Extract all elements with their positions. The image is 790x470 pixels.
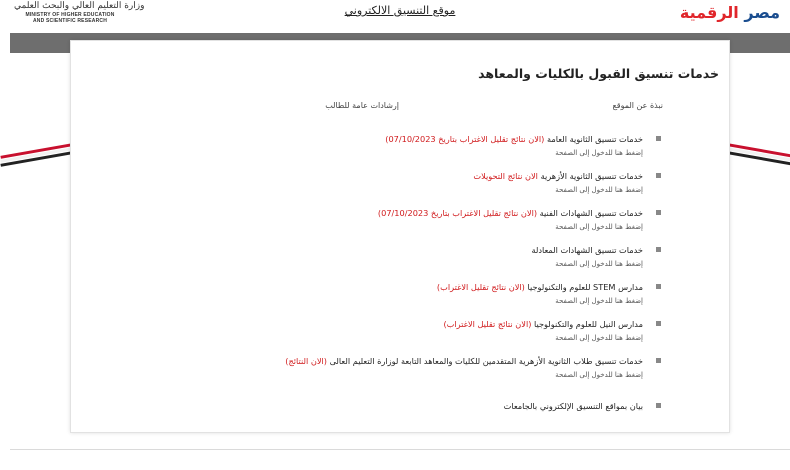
service-title[interactable]: مدارس النيل للعلوم والتكنولوجيا	[534, 319, 643, 329]
bullet-icon	[656, 321, 661, 326]
flag-decoration-left	[10, 140, 70, 170]
service-status-note: الان نتائج التحويلات	[473, 171, 538, 181]
about-site-link[interactable]: نبذة عن الموقع	[612, 101, 663, 110]
site-title-block	[310, 0, 490, 26]
flag-decoration-right	[730, 140, 790, 170]
bullet-icon	[656, 210, 661, 215]
service-status-note: (الان نتائج تقليل الاغتراب)	[436, 282, 525, 292]
service-title[interactable]: خدمات تنسيق طلاب الثانوية الأزهرية المتقدمين للكليات والمعاهد التابعة لوزارة التعليم العالى	[329, 356, 643, 366]
page-title: خدمات تنسيق القبول بالكليات والمعاهد	[478, 66, 719, 81]
service-title-wrap	[385, 134, 643, 145]
services-card	[70, 40, 730, 433]
list-item-stem-schools[interactable]	[81, 282, 655, 312]
ministry-logo[interactable]	[14, 0, 145, 32]
service-status-note: (الان نتائج تقليل الاغتراب بتاريخ 07/10/2023)	[385, 134, 545, 144]
list-item-nile-schools[interactable]	[81, 319, 655, 349]
service-enter-link[interactable]: إضغط هنا للدخول إلى الصفحة	[555, 334, 643, 342]
service-title-wrap	[378, 208, 643, 219]
card-links-row	[81, 101, 719, 117]
list-item-university-sites[interactable]	[81, 401, 655, 431]
service-enter-link[interactable]: إضغط هنا للدخول إلى الصفحة	[555, 371, 643, 379]
service-title-wrap	[531, 245, 643, 256]
service-title[interactable]: خدمات تنسيق الشهادات الفنية	[539, 208, 643, 218]
ministry-english-name-line2: AND SCIENTIFIC RESEARCH	[32, 18, 108, 24]
service-title[interactable]: بيان بمواقع التنسيق الإلكتروني بالجامعات	[503, 401, 643, 411]
ministry-english-name-line1: MINISTRY OF HIGHER EDUCATION	[25, 12, 115, 18]
bullet-icon	[656, 358, 661, 363]
service-title-wrap	[437, 282, 643, 293]
service-enter-link[interactable]: إضغط هنا للدخول إلى الصفحة	[555, 297, 643, 305]
service-enter-link[interactable]: إضغط هنا للدخول إلى الصفحة	[555, 223, 643, 231]
service-title-wrap	[443, 319, 643, 330]
site-header	[10, 0, 790, 33]
service-status-note: (الان نتائج تقليل الاغتراب بتاريخ 07/10/2023)	[377, 208, 538, 218]
service-title-wrap	[473, 171, 643, 182]
list-item-equivalent-certificates[interactable]	[81, 245, 655, 275]
list-item-general-secondary[interactable]	[81, 134, 655, 164]
service-title[interactable]: خدمات تنسيق الثانوية الأزهرية	[540, 171, 643, 181]
site-title-link[interactable]: موقع التنسيق الالكتروني	[344, 4, 456, 17]
logo-word-misr: مصر	[738, 3, 780, 22]
service-enter-link[interactable]: إضغط هنا للدخول إلى الصفحة	[555, 260, 643, 268]
list-item-technical-diplomas[interactable]	[81, 208, 655, 238]
list-item-azhar-to-higher-education[interactable]	[81, 356, 655, 386]
digital-egypt-logo[interactable]	[680, 2, 780, 24]
bullet-icon	[656, 284, 661, 289]
ministry-arabic-name: وزارة التعليم العالي والبحث العلمي	[14, 1, 145, 11]
service-title-wrap	[285, 356, 643, 367]
student-guidelines-link[interactable]: إرشادات عامة للطالب	[325, 101, 399, 110]
service-title[interactable]: مدارس STEM للعلوم والتكنولوجيا	[527, 282, 643, 292]
bullet-icon	[656, 173, 661, 178]
service-title[interactable]: خدمات تنسيق الثانوية العامة	[546, 134, 643, 144]
bullet-icon	[656, 403, 661, 408]
footer-divider	[10, 449, 790, 450]
list-item-azhar-secondary[interactable]	[81, 171, 655, 201]
service-status-note: (الان النتائج)	[285, 356, 327, 366]
bullet-icon	[656, 247, 661, 252]
service-title[interactable]: خدمات تنسيق الشهادات المعادلة	[531, 245, 643, 255]
service-enter-link[interactable]: إضغط هنا للدخول إلى الصفحة	[555, 186, 643, 194]
logo-word-digital: الرقمية	[679, 3, 739, 22]
service-title-wrap	[504, 401, 643, 412]
bullet-icon	[656, 136, 661, 141]
service-status-note: (الان نتائج تقليل الاغتراب)	[443, 319, 532, 329]
service-enter-link[interactable]: إضغط هنا للدخول إلى الصفحة	[555, 149, 643, 157]
